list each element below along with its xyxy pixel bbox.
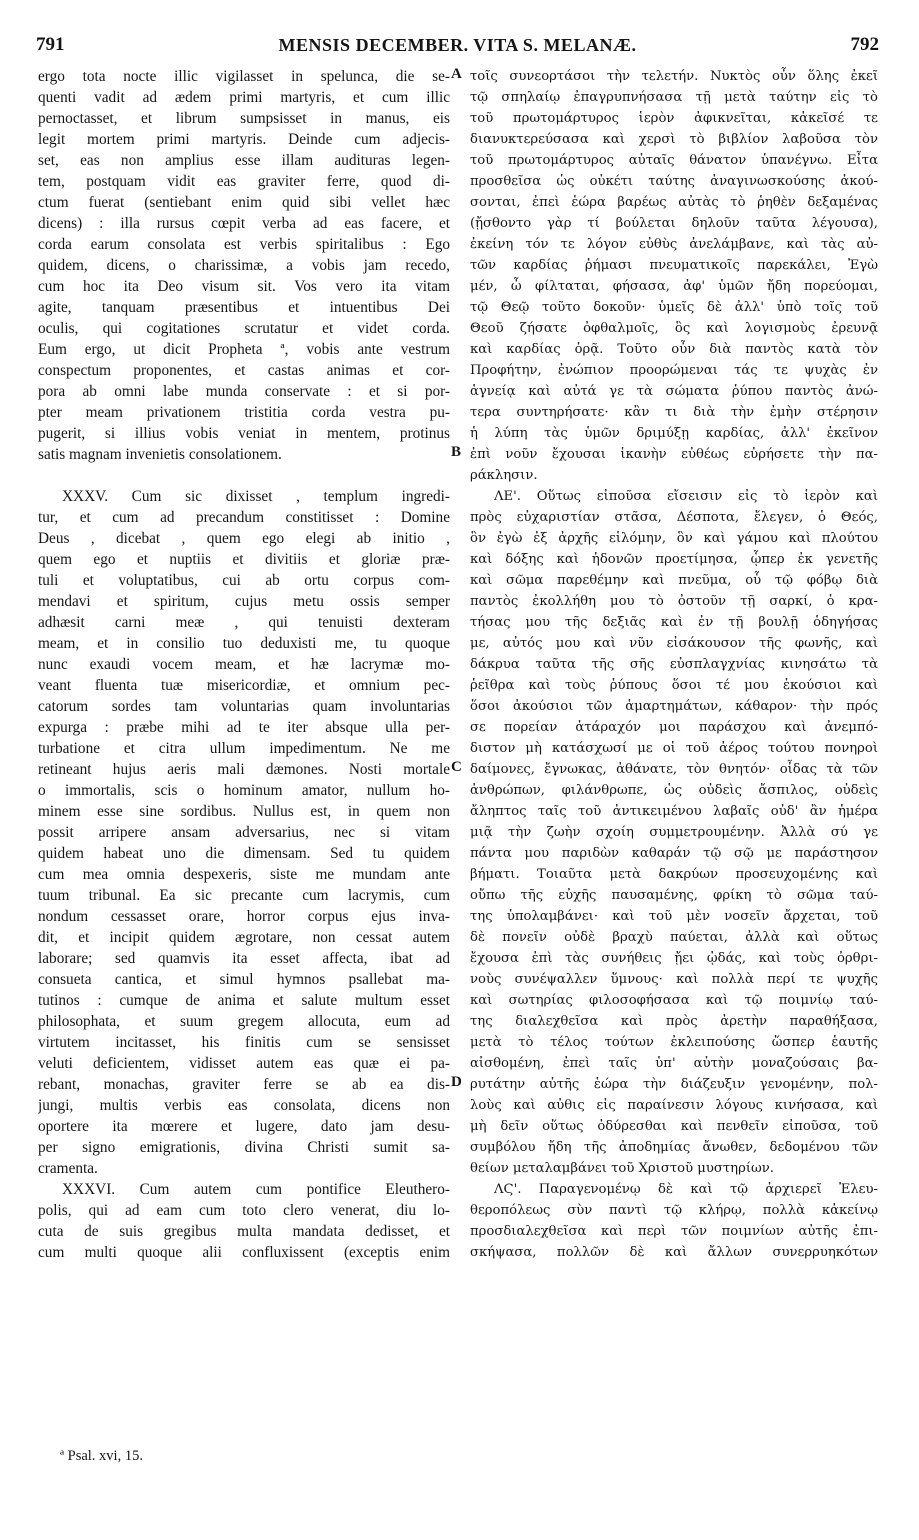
text-line: πρὸς εὐχαριστίαν στᾶσα, Δέσποτα, ἔλεγεν, ὁ Θεός, bbox=[470, 510, 878, 525]
text-line: cuta de suis gregibus multa mandata dedisset, et bbox=[38, 1223, 450, 1240]
page-number-left: 791 bbox=[36, 34, 65, 55]
text-line: possit arripere ansam adversarius, nec si vitam bbox=[38, 824, 450, 841]
text-line: cum multi quoque alii confluxissent (exceptis enim bbox=[38, 1244, 450, 1261]
text-line: ἔχουσα ἐπὶ τὰς συνήθεις ᾔει ᾠδάς, καὶ τοὺς ὀρθρι- bbox=[470, 951, 878, 966]
text-line: νοὺς συνέψαλλεν ὕμνους· καὶ πολλὰ περί τε ψυχῆς bbox=[470, 972, 878, 987]
page-header bbox=[36, 34, 879, 58]
text-line: cum mea omnia despexeris, siste me mundam ante bbox=[38, 866, 450, 883]
text-line: virtutem incitasset, his finitis cum se sensisset bbox=[38, 1034, 450, 1051]
text-line: της ὑπολαμβάνει· καὶ τοῦ μὲν νοσεῖν ἄρχεται, τοῦ bbox=[470, 909, 878, 924]
greek-column bbox=[470, 66, 878, 1263]
text-line: δὲ πονεῖν οὐδὲ βραχὺ παύεται, ἀλλὰ καὶ οὕτως bbox=[470, 930, 878, 945]
text-line: agite, tanquam præsentibus et intuentibus Dei bbox=[38, 299, 450, 316]
text-line: ὃν ἐγὼ ἐξ ἀρχῆς εἱλόμην, ὃν καὶ γάμου καὶ πλούτου bbox=[470, 531, 878, 546]
text-line: pernoctasset, et librum sumpsisset in manus, eis bbox=[38, 110, 450, 127]
text-line: τοῦ πρωτομάρτυρος αὐταῖς θάνατον ὑπανέγνω. Εἶτα bbox=[470, 153, 878, 168]
text-line: καὶ δόξης καὶ ἡδονῶν προετίμησα, ᾧπερ ἐκ γενετῆς bbox=[470, 552, 878, 567]
text-line: satis magnam invenietis consolationem. bbox=[38, 446, 282, 463]
text-line: δαίμονες, ἔγνωκας, ἀθάνατε, τὸν θνητόν· οἶδας τὰ τῶν bbox=[470, 762, 878, 777]
text-line: tem, postquam vidit eas graviter ferre, quod di- bbox=[38, 173, 450, 190]
text-line: μιᾷ τὴν ζωὴν σχοίη συμμετρουμένην. Ἀλλὰ σύ γε bbox=[470, 825, 878, 840]
text-line: πάντα μου παριδὼν καθαράν τῷ σῷ με παράστησον bbox=[470, 846, 878, 861]
text-line: corda earum consolata est verbis spiritalibus : Ego bbox=[38, 236, 450, 253]
text-line: mendavi et spiritum, cujus metu ossis semper bbox=[38, 593, 450, 610]
text-line: της διαλεχθεῖσα καὶ πρὸς ἀρετὴν παραθήξασα, bbox=[470, 1014, 878, 1029]
text-line: XXXV. Cum sic dixisset , templum ingredi- bbox=[62, 488, 450, 505]
text-line: nunc exaudi vocem meam, et hæ lacrymæ mo- bbox=[38, 656, 450, 673]
text-line: ἁγνείᾳ καὶ αὐτά γε τὰ σώματα ῥύπου παντὸς ἀνώ- bbox=[470, 384, 878, 399]
section-marker-b: B bbox=[451, 444, 462, 460]
text-line: tuli et voluptatibus, cui ab ortu corpus com- bbox=[38, 572, 450, 589]
text-line: τήσας μου τῆς δεξιᾶς καὶ ἐν τῇ βουλῇ ὁδηγήσας bbox=[470, 615, 878, 630]
text-line: polis, qui ad eam cum toto clero venerat, diu lo- bbox=[38, 1202, 450, 1219]
text-line: quidem, dicens, o charissimæ, a vobis jam recedo, bbox=[38, 257, 450, 274]
text-line: ράκλησιν. bbox=[470, 468, 538, 483]
text-line: ἀνθρώπων, φιλάνθρωπε, ὡς οὐδεὶς ἄσπιλος, οὐδεὶς bbox=[470, 783, 878, 798]
section-marker-d: D bbox=[451, 1074, 462, 1090]
text-line: ἡ λύπη τὰς ὑμῶν δριμύξῃ καρδίας, ἀλλ' ἐκεῖνον bbox=[470, 426, 878, 441]
text-line: dicens) : illa rursus cœpit verba ad eas facere, et bbox=[38, 215, 450, 232]
text-line: σε πορείαν ἀτάραχόν μοι παράσχου καὶ ἀνεμπό- bbox=[470, 720, 878, 735]
text-line: ergo tota nocte illic vigilasset in spelunca, die se- bbox=[38, 68, 450, 85]
text-line: oportere ita mœrere et lugere, dato jam desu- bbox=[38, 1118, 450, 1135]
text-line: nondum cessasset orare, horror corpus ejus inva- bbox=[38, 908, 450, 925]
text-line: ἄληπτος ταῖς τοῦ ἀντικειμένου λαβαῖς οὐδ' ἂν ἡμέρα bbox=[470, 804, 878, 819]
text-line: καὶ καρδίας ὁρᾷ. Τοῦτο οὖν διὰ παντὸς κατὰ τὸν bbox=[470, 342, 878, 357]
text-line: αἰσθομένη, ἐπεὶ ταῖς ὑπ' αὐτὴν μοναζούσαις βα- bbox=[470, 1056, 878, 1071]
text-line: μὴ δεῖν οὕτως ὀδύρεσθαι καὶ πενθεῖν εἰποῦσα, τοῦ bbox=[470, 1119, 878, 1134]
text-line: με, αὐτός μου καὶ νῦν εἰσάκουσον τῆς φωνῆς, καὶ bbox=[470, 636, 878, 651]
text-line: philosophata, et suum gregem allocuta, eum ad bbox=[38, 1013, 450, 1030]
text-line: ἐπὶ νοῦν ἔχουσαι ἱκανὴν εὐθέως εὑρήσετε τὴν πα- bbox=[470, 447, 878, 462]
text-line: cramenta. bbox=[38, 1160, 98, 1177]
text-line: τῶν καρδίας ῥήμασι πνευματικοῖς παρεκάλει, Ἐγὼ bbox=[470, 258, 878, 273]
text-line: retineant hujus aeris mali dæmones. Nosti mortale bbox=[38, 761, 450, 778]
text-line: ΛΕ'. Οὕτως εἰποῦσα εἴσεισιν εἰς τὸ ἱερὸν καὶ bbox=[494, 489, 878, 504]
text-line: προσδιαλεχθεῖσα καὶ περὶ τῶν ποιμνίων αὐτῆς ἐπι- bbox=[470, 1224, 878, 1239]
text-line: ρυτάτην αὐτῆς ἑώρα τὴν διάζευξιν γενομένην, πολ- bbox=[470, 1077, 878, 1092]
text-line: veant fluenta tuæ misericordiæ, et omnium pec- bbox=[38, 677, 450, 694]
section-marker-a: A bbox=[451, 66, 462, 82]
text-line: o immortalis, scis o hominum amator, nullum ho- bbox=[38, 782, 450, 799]
text-line: μετὰ τὸ τέλος τούτων ἐκλειπούσης ὥσπερ ἑαυτῆς bbox=[470, 1035, 878, 1050]
text-line: expurga : præbe mihi ad te iter absque ulla per- bbox=[38, 719, 450, 736]
text-line: δάκρυα ταῦτα τῆς σῆς εὐσπλαγχνίας κινησάτω τὰ bbox=[470, 657, 878, 672]
text-line: (ᾔσθοντο γὰρ τί βούλεται δηλοῦν ταῦτα λέγουσα), bbox=[470, 216, 878, 231]
text-line: Eum ergo, ut dicit Propheta ª, vobis ante vestrum bbox=[38, 341, 450, 358]
text-line: adhæsit carni meæ , qui tenuisti dexteram bbox=[38, 614, 450, 631]
text-line: διανυκτερεύσασα καὶ χερσὶ τὸ βιβλίον λαβοῦσα τὸν bbox=[470, 132, 878, 147]
text-line: oculis, qui cogitationes scrutatur et videt corda. bbox=[38, 320, 450, 337]
text-line: veluti deficientem, vidisset autem eas quæ ei pa- bbox=[38, 1055, 450, 1072]
text-line: per signo emigrationis, divina Christi sumit sa- bbox=[38, 1139, 450, 1156]
text-line: tuum tribunal. Ea sic precante cum lacrymis, cum bbox=[38, 887, 450, 904]
text-line: pora ab omni labe munda conservate : et si por- bbox=[38, 383, 450, 400]
text-line: τοῖς συνεορτάσοι τὴν τελετήν. Νυκτὸς οὖν ὅλης ἐκεῖ bbox=[470, 69, 878, 84]
text-line: tutinos : cumque de anima et salute multum esset bbox=[38, 992, 450, 1009]
text-line: legit mortem primi martyris. Deinde cum adjecis- bbox=[38, 131, 450, 148]
text-line: tur, et cum ad precandum constitisset : Domine bbox=[38, 509, 450, 526]
text-line: θείων μεταλαμβάνει τοῦ Χριστοῦ μυστηρίων. bbox=[470, 1161, 774, 1176]
text-line: Θεοῦ ζήσατε ὀφθαλμοῖς, ὃς καὶ λογισμοὺς ἐρευνᾷ bbox=[470, 321, 878, 336]
text-line: καὶ σῶμα παρεθέμην καὶ πνεῦμα, οὗ τῷ φόβῳ διὰ bbox=[470, 573, 878, 588]
text-line: ΛϚ'. Παραγενομένῳ δὲ καὶ τῷ ἀρχιερεῖ Ἐλευ- bbox=[494, 1182, 878, 1197]
text-line: turbatione et citra ullum impedimentum. Ne me bbox=[38, 740, 450, 757]
text-line: καὶ σωτηρίας φιλοσοφήσασα καὶ τῷ ποιμνίῳ ταύ- bbox=[470, 993, 878, 1008]
text-line: dit, et incipit quidem ægrotare, non cessat autem bbox=[38, 929, 450, 946]
text-line: ὅσοι ἀκούσιοι τῶν ἁμαρτημάτων, κάθαρον· τὴν πρός bbox=[470, 699, 878, 714]
text-line: Deus , dicebat , quem ego elegi ab initio , bbox=[38, 530, 450, 547]
text-line: μέν, ὦ φίλταται, φήσασα, ἀφ' ὑμῶν ἤδη πορεύομαι, bbox=[470, 279, 878, 294]
text-line: quenti vadit ad ædem primi martyris, et cum illic bbox=[38, 89, 450, 106]
text-line: σονται, ἐπεὶ ἑώρα βαρέως αὐτὰς τὸ ῥηθὲν δεξαμένας bbox=[470, 195, 878, 210]
text-line: οὔπω τῆς εὐχῆς παυσαμένης, φρίκη τὸ σῶμα ταύ- bbox=[470, 888, 878, 903]
text-line: meam, et in consilio tuo deduxisti me, tu quoque bbox=[38, 635, 450, 652]
section-marker-c: C bbox=[451, 759, 462, 775]
text-line: cum hoc ita Deo visum sit. Vos vero ita vitam bbox=[38, 278, 450, 295]
text-line: προσθεῖσα ὡς οὐκέτι ταύτης ἀναγινωσκούσης ἀκού- bbox=[470, 174, 878, 189]
text-line: παντὸς ἐκολλήθη μου τὸ ὀστοῦν τῇ σαρκί, ὁ κρα- bbox=[470, 594, 878, 609]
text-line: catorum sordes tam voluntarias quam involuntarias bbox=[38, 698, 450, 715]
text-line: Προφήτην, ἐνώπιον προορώμεναι τάς τε ψυχὰς ἐν bbox=[470, 363, 878, 378]
text-line: λοὺς καὶ αὐθις εἰς παραίνεσιν λόγους κινήσασα, καὶ bbox=[470, 1098, 878, 1113]
text-line: laborare; sed quamvis ita esset affecta, ibat ad bbox=[38, 950, 450, 967]
text-line: consueta cantica, et simul hymnos psallebat ma- bbox=[38, 971, 450, 988]
footnote: ª Psal. xvi, 15. bbox=[60, 1448, 143, 1464]
text-line: τοῦ πρωτομάρτυρος ἱερὸν ἀφικνεῖται, κἀκεῖσέ τε bbox=[470, 111, 878, 126]
text-line: ctum fuerat (sentiebant enim quid sibi vellet hæc bbox=[38, 194, 450, 211]
text-line: ἐκείνη τόν τε λόγον εὐθὺς ἀνελάμβανε, καὶ τὰς αὐ- bbox=[470, 237, 878, 252]
text-line: set, eas non amplius esse illam audituras legen- bbox=[38, 152, 450, 169]
page-number-right: 792 bbox=[850, 34, 879, 55]
running-title: MENSIS DECEMBER. VITA S. MELANÆ. bbox=[278, 35, 637, 55]
text-line: quem ego et nuptiis et divitiis et gloriæ præ- bbox=[38, 551, 450, 568]
text-line: διστον μὴ κατάσχωσί με οἱ τοῦ ἀέρος τούτου πονηροὶ bbox=[470, 741, 878, 756]
text-line: XXXVI. Cum autem cum pontifice Eleuthero- bbox=[62, 1181, 450, 1198]
text-line: pugerit, si illius vobis veniat in mentem, protinus bbox=[38, 425, 450, 442]
text-line: θεροπόλεως σὺν παντὶ τῷ κλήρῳ, πολλὰ κἀκείνῳ bbox=[470, 1203, 878, 1218]
text-line: rebant, monachas, graviter ferre se ab ea dis- bbox=[38, 1076, 450, 1093]
text-line: quidem habeat uno die dimensam. Sed tu quidem bbox=[38, 845, 450, 862]
text-line: minem esse sine sordibus. Nullus est, in quem non bbox=[38, 803, 450, 820]
text-line: ῥεῖθρα καὶ τοὺς ῥύπους ὅσοι τέ μου ἑκούσιοι καὶ bbox=[470, 678, 878, 693]
text-line: τερα συντηρήσατε· κἂν τι διὰ τὴν ἐμὴν στέρησιν bbox=[470, 405, 878, 420]
text-line: conspectum proponentes, et castas animas et cor- bbox=[38, 362, 450, 379]
text-line: βήματι. Τοιαῦτα μετὰ δακρύων προσευχομένης καὶ bbox=[470, 867, 878, 882]
text-line: συμβόλου ἤδη τῆς ἀποδημίας ἄνωθεν, δεδομένου τῶν bbox=[470, 1140, 878, 1155]
text-line: pter meam privationem tristitia corda vestra pu- bbox=[38, 404, 450, 421]
latin-column bbox=[38, 66, 450, 1263]
text-line: τῷ σπηλαίῳ ἐπαγρυπνήσασα τῇ μετὰ ταύτην εἰς τὸ bbox=[470, 90, 878, 105]
text-line: jungi, multis verbis eas consolata, dicens non bbox=[38, 1097, 450, 1114]
text-line: σκήψασα, πολλῶν δὲ καὶ ἄλλων συνερρυηκότων bbox=[470, 1245, 878, 1260]
text-line bbox=[38, 465, 450, 486]
text-line: τῷ Θεῷ τοῦτο δοκοῦν· ὑμεῖς δὲ ἀλλ' ὑπὸ τοῖς τοῦ bbox=[470, 300, 878, 315]
